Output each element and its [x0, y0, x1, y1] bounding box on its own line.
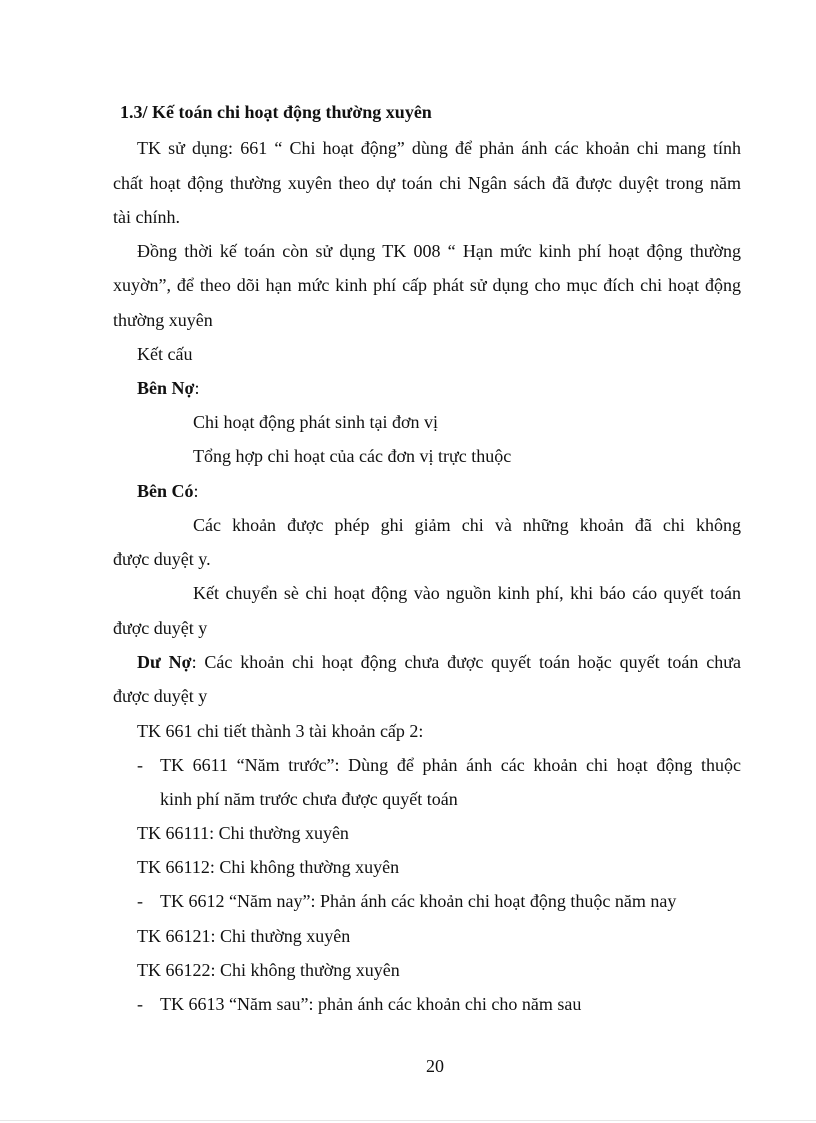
- credit-colon: :: [193, 481, 199, 501]
- balance-text: : Các khoản chi hoạt động chưa được quyết toán hoặc quyết toán chưa: [191, 652, 741, 672]
- credit-heading: [137, 479, 199, 503]
- balance-label: Dư Nợ: [137, 652, 192, 672]
- debit-item-2: Tổng hợp chi hoạt của các đơn vị trực thuộc: [193, 446, 512, 466]
- para2-line2: xuyờn”, để theo dõi hạn mức kinh phí cấp phát sử dụng cho mục đích chi hoạt động: [113, 275, 741, 295]
- para1-line1: TK sử dụng: 661 “ Chi hoạt động” dùng để phản ánh các khoản chi mang tính: [137, 138, 741, 158]
- tk6612: TK 6612 “Năm nay”: Phản ánh các khoản chi hoạt động thuộc năm nay: [160, 891, 677, 911]
- page-number: 20: [426, 1056, 444, 1076]
- credit-item1-line2: được duyệt y.: [113, 549, 211, 569]
- page-bottom-divider: [0, 1120, 816, 1121]
- tk6611-line2: kinh phí năm trước chưa được quyết toán: [160, 789, 458, 809]
- bullet-dash-6612: -: [137, 891, 143, 911]
- para1-line3: tài chính.: [113, 207, 180, 227]
- tk6613: TK 6613 “Năm sau”: phản ánh các khoản chi cho năm sau: [160, 994, 582, 1014]
- debit-item-1: Chi hoạt động phát sinh tại đơn vị: [193, 412, 439, 432]
- structure-label: Kết cấu: [137, 344, 193, 364]
- bullet-dash-6613: -: [137, 994, 143, 1014]
- tk66121: TK 66121: Chi thường xuyên: [137, 926, 351, 946]
- tk66112: TK 66112: Chi không thường xuyên: [137, 857, 400, 877]
- debit-label: Bên Nợ: [137, 378, 195, 398]
- tk66111: TK 66111: Chi thường xuyên: [137, 823, 349, 843]
- credit-item2-line1: Kết chuyển sè chi hoạt động vào nguồn kinh phí, khi báo cáo quyết toán: [193, 583, 741, 603]
- credit-item2-line2: được duyệt y: [113, 618, 208, 638]
- balance-line1: [137, 650, 741, 674]
- credit-item1-line1: Các khoản được phép ghi giảm chi và những khoản đã chi không: [193, 515, 741, 535]
- debit-heading: [137, 376, 200, 400]
- section-heading: 1.3/ Kế toán chi hoạt động thường xuyên: [120, 102, 432, 122]
- credit-label: Bên Có: [137, 481, 194, 501]
- debit-colon: :: [194, 378, 200, 398]
- bullet-dash-6611: -: [137, 755, 143, 775]
- tk6611-line1: TK 6611 “Năm trước”: Dùng để phản ánh các khoản chi hoạt động thuộc: [160, 755, 741, 775]
- detail-intro: TK 661 chi tiết thành 3 tài khoản cấp 2:: [137, 721, 424, 741]
- tk66122: TK 66122: Chi không thường xuyên: [137, 960, 400, 980]
- para2-line3: thường xuyên: [113, 310, 213, 330]
- balance-line2: được duyệt y: [113, 686, 208, 706]
- para2-line1: Đồng thời kế toán còn sử dụng TK 008 “ Hạn mức kinh phí hoạt động thường: [137, 241, 741, 261]
- para1-line2: chất hoạt động thường xuyên theo dự toán chi Ngân sách đã được duyệt trong năm: [113, 173, 741, 193]
